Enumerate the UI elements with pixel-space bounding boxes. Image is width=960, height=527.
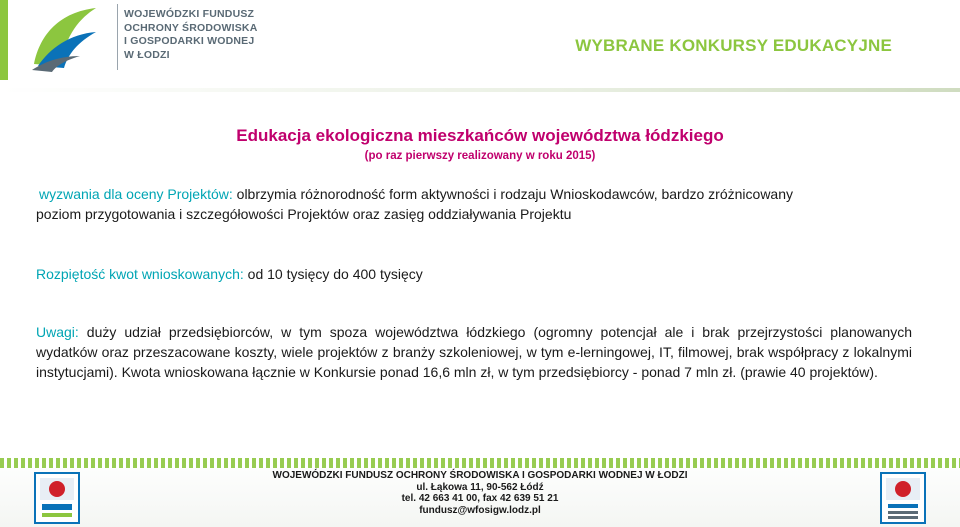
logo-divider [117,4,118,70]
logo-wordmark [124,8,324,62]
logo-accent-bar [0,0,8,80]
header [0,0,960,80]
challenges-label: wyzwania dla oceny Projektów: [39,186,237,202]
logo-line: W ŁODZI [124,48,170,61]
challenges-line-1 [36,184,912,204]
footer-contact [200,470,760,516]
slide-subtitle: (po raz pierwszy realizowany w roku 2015) [364,150,596,162]
certification-badge-icon [34,472,80,524]
page-section-title: WYBRANE KONKURSY EDUKACYJNE [575,36,892,55]
challenges-paragraph [36,184,912,224]
remarks-label: Uwagi: [36,324,87,340]
logo-line: I GOSPODARKI WODNEJ [124,35,255,47]
footer-stripe [0,458,960,468]
footer-email-link[interactable]: fundusz@wfosigw.lodz.pl [419,504,541,516]
wfos-logo-icon[interactable] [30,4,100,72]
footer-phone: tel. 42 663 41 00, fax 42 639 51 21 [401,493,559,504]
logo-line: OCHRONY ŚRODOWISKA [124,21,258,34]
header-divider [0,88,960,92]
range-paragraph [36,264,912,284]
challenges-text-2: poziom przygotowania i szczegółowości Projektów oraz zasięg oddziaływania Projektu [36,206,572,222]
slide-title: Edukacja ekologiczna mieszkańców województwa łódzkiego [236,126,724,145]
remarks-text: duży udział przedsiębiorców, w tym spoza województwa łódzkiego (ogromny potencjał ale i brak przejrzystości planowanych wydatków oraz przeszacowane koszty, wiele projektów z branży szkoleniowej, w tym e-lerningowej, IT, filmowej, brak współpracy z lokalnymi instytucjami). Kwota wnioskowana łącznie w Konkursie ponad 16,6 mln zł, w tym przedsiębiorcy - ponad 7 mln zł. (prawie 40 projektów). [36,324,913,380]
footer-org-name: WOJEWÓDZKI FUNDUSZ OCHRONY ŚRODOWISKA I GOSPODARKI WODNEJ W ŁODZI [272,470,688,481]
range-label: Rozpiętość kwot wnioskowanych: [36,266,248,282]
iso-certificate-icon [880,472,926,524]
remarks-paragraph [36,322,912,382]
footer-address: ul. Łąkowa 11, 90-562 Łódź [416,481,544,493]
challenges-text-1: olbrzymia różnorodność form aktywności i rodzaju Wnioskodawców, bardzo zróżnicowany [236,186,793,202]
logo-line: WOJEWÓDZKI FUNDUSZ [124,8,255,20]
range-text: od 10 tysięcy do 400 tysięcy [247,266,423,282]
